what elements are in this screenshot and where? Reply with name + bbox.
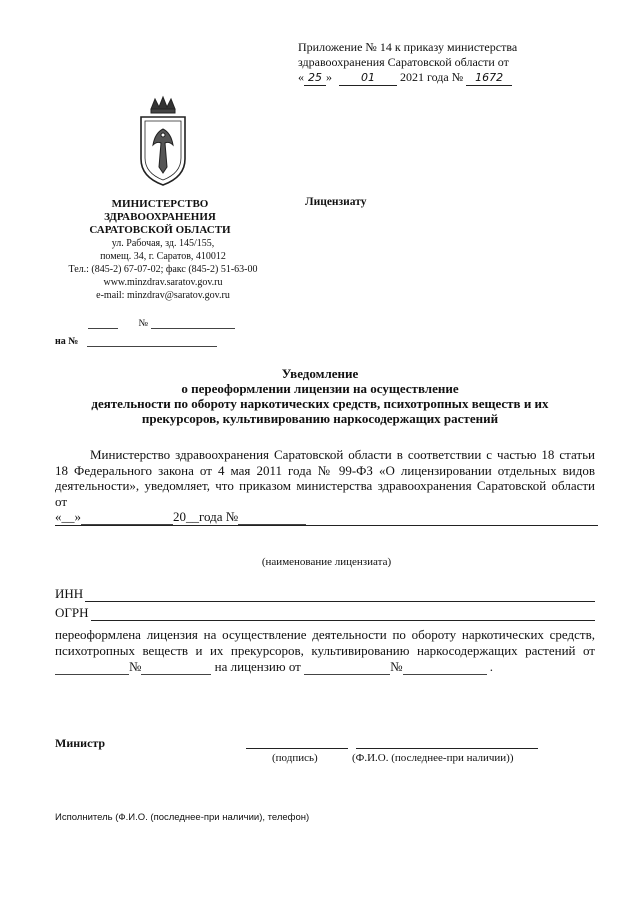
addressee-label: Лицензиату [305, 196, 367, 208]
fio-caption: (Ф.И.О. (последнее-при наличии)) [352, 752, 514, 764]
phone-fax: Тел.: (845-2) 67-07-02; факс (845-2) 51-63-00 [68, 264, 258, 275]
incoming-reg-line [55, 336, 217, 347]
appendix-line1: Приложение № 14 к приказу министерства [298, 40, 518, 54]
email: e-mail: minzdrav@saratov.gov.ru [96, 290, 230, 301]
order-year-label: 20__года № [173, 509, 239, 524]
inn-field[interactable] [55, 586, 595, 602]
fio-line[interactable] [356, 747, 538, 749]
reg-date-blank [88, 328, 118, 329]
inn-line[interactable] [85, 589, 595, 602]
appendix-day: 25 [304, 70, 326, 86]
ministry-name-line2: ЗДРАВООХРАНЕНИЯ [104, 211, 216, 223]
reissue-number-blank [141, 674, 211, 675]
reissue-text-main: переоформлена лицензия на осуществление деятельности по обороту наркотических средств, психотропных веществ и их прекурсоров, культивированию наркосодержащих растений от [55, 627, 595, 658]
ministry-name-line1: МИНИСТЕРСТВО [111, 198, 209, 210]
reissue-paragraph [55, 627, 595, 675]
signature-line[interactable] [246, 747, 348, 749]
appendix-line2: здравоохранения Саратовской области от [298, 55, 509, 69]
reissue-text [55, 627, 595, 675]
license-number-sign: № [390, 659, 403, 674]
order-day-blank: «__» [55, 509, 81, 524]
reg-number-blank [151, 328, 235, 329]
coat-of-arms-icon [137, 95, 189, 187]
title-line4: прекурсоров, культивированию наркосодержащих растений [141, 411, 499, 426]
body-date-row [55, 509, 595, 525]
executor-note: Исполнитель (Ф.И.О. (последнее-при наличии), телефон) [55, 812, 310, 823]
address-line2: помещ. 34, г. Саратов, 410012 [100, 251, 226, 262]
license-dot: . [489, 659, 493, 674]
website: www.minzdrav.saratov.gov.ru [103, 277, 223, 288]
body-para1: Министерство здравоохранения Саратовской области в соответствии с частью 18 статьи 18 Федерального закона от 4 мая 2011 года № 99-ФЗ «О лицензировании отдельных видов деятельности», уведомляет, что приказом министерства здравоохранения Саратовской области от [55, 447, 595, 509]
ogrn-label: ОГРН [55, 605, 89, 620]
reg-number-sign: № [138, 318, 149, 329]
inn-label: ИНН [55, 586, 84, 601]
license-date-blank [304, 674, 390, 675]
appendix-date-row [298, 70, 558, 86]
reissue-date-blank [55, 674, 129, 675]
minister-label: Министр [55, 736, 106, 750]
title-line1: Уведомление [281, 366, 359, 381]
appendix-number: 1672 [466, 70, 512, 86]
reg-on-blank [87, 346, 217, 347]
signature-caption: (подпись) [272, 752, 318, 764]
reissue-on: на [214, 659, 228, 674]
ogrn-field[interactable] [55, 605, 595, 621]
outgoing-reg-line [88, 318, 235, 329]
quote-close: » [326, 70, 332, 84]
license-number-blank [403, 674, 487, 675]
reg-on-label: на № [55, 336, 79, 347]
body-paragraph [55, 447, 595, 525]
ministry-name-line3: САРАТОВСКОЙ ОБЛАСТИ [89, 224, 231, 236]
title-line2: о переоформлении лицензии на осуществление [181, 381, 459, 396]
ministry-name [60, 198, 260, 237]
licensee-name-caption: (наименование лицензиата) [261, 556, 392, 568]
quote-open: « [298, 70, 304, 84]
title-line3: деятельности по обороту наркотических средств, психотропных веществ и их [91, 396, 549, 411]
licensee-name-line[interactable] [55, 524, 598, 526]
reissue-number-sign: № [129, 659, 142, 674]
appendix-year-text: 2021 года № [400, 70, 464, 84]
ogrn-line[interactable] [91, 608, 595, 621]
appendix-header [298, 40, 558, 86]
license-from-label: лицензию от [230, 659, 301, 674]
appendix-month: 01 [339, 70, 397, 86]
ministry-contacts [48, 237, 278, 302]
address-line1: ул. Рабочая, зд. 145/155, [111, 238, 215, 249]
document-title [40, 366, 600, 426]
